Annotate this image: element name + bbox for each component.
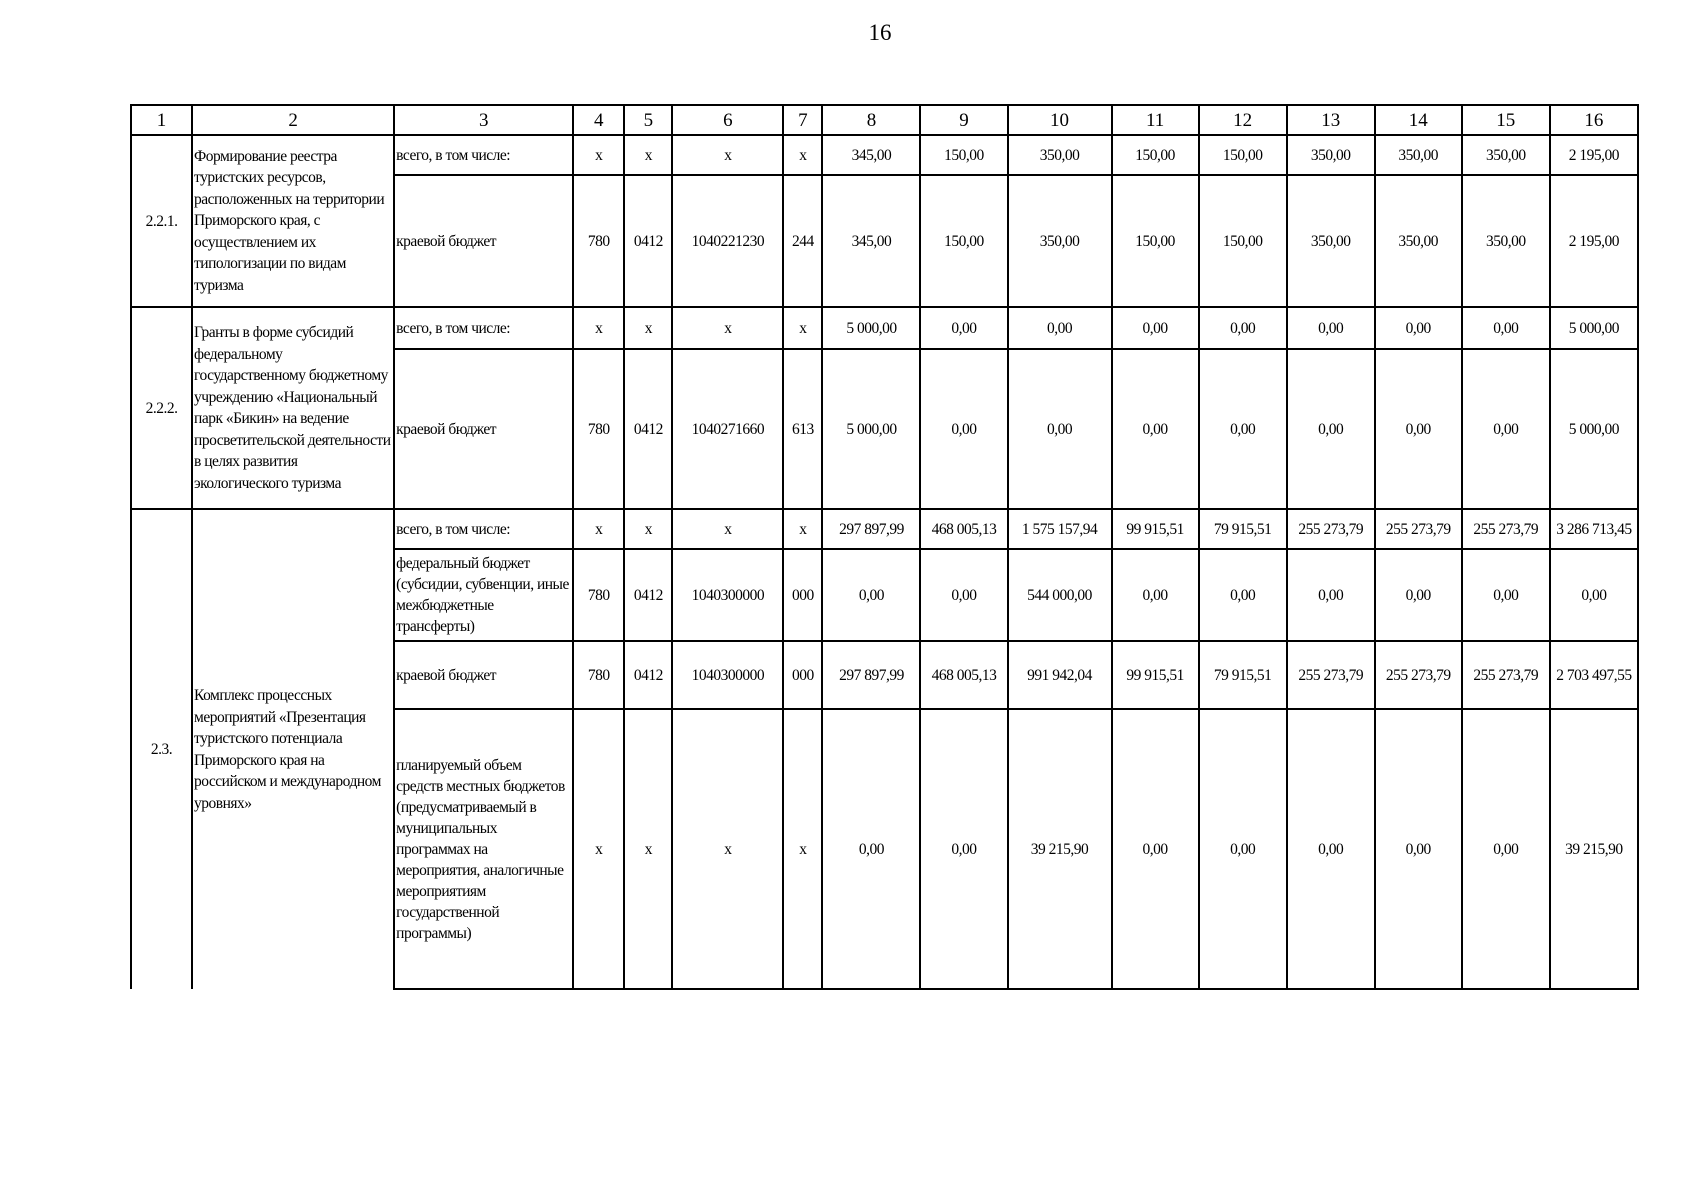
amount-cell: 255 273,79 <box>1287 509 1375 549</box>
amount-cell: 2 703 497,55 <box>1550 641 1638 709</box>
table-row <box>131 307 1638 349</box>
amount-cell: 150,00 <box>1199 135 1287 175</box>
amount-cell: 99 915,51 <box>1112 509 1199 549</box>
amount-cell: 0,00 <box>920 709 1007 989</box>
funding-source-cell: всего, в том числе: <box>394 509 573 549</box>
funding-source-cell: краевой бюджет <box>394 175 573 307</box>
code-cell: 0412 <box>624 175 672 307</box>
amount-cell: 350,00 <box>1008 135 1112 175</box>
funding-source-cell: планируемый объем средств местных бюджетов (предусматриваемый в муниципальных программах на мероприятия, аналогичные мероприятиям государственной программы) <box>394 709 573 989</box>
amount-cell: 150,00 <box>1199 175 1287 307</box>
amount-cell: 2 195,00 <box>1550 175 1638 307</box>
code-cell: x <box>573 307 624 349</box>
page-number: 16 <box>868 20 892 45</box>
amount-cell: 0,00 <box>1112 549 1199 641</box>
event-name-cell: Комплекс процессных мероприятий «Презентация туристского потенциала Приморского края на российском и международном уровнях» <box>192 509 394 989</box>
amount-cell: 0,00 <box>1112 349 1199 509</box>
table-body <box>131 105 1638 989</box>
code-cell: 244 <box>783 175 822 307</box>
amount-cell: 0,00 <box>1462 307 1550 349</box>
code-cell: x <box>783 709 822 989</box>
amount-cell: 0,00 <box>920 549 1007 641</box>
amount-cell: 79 915,51 <box>1199 641 1287 709</box>
amount-cell: 544 000,00 <box>1008 549 1112 641</box>
amount-cell: 0,00 <box>1199 349 1287 509</box>
row-number-cell: 2.2.1. <box>131 135 192 307</box>
amount-cell: 0,00 <box>1199 307 1287 349</box>
amount-cell: 5 000,00 <box>1550 349 1638 509</box>
amount-cell: 5 000,00 <box>1550 307 1638 349</box>
funding-source-cell: всего, в том числе: <box>394 135 573 175</box>
column-header: 12 <box>1199 105 1287 135</box>
code-cell: 000 <box>783 641 822 709</box>
amount-cell: 297 897,99 <box>822 641 920 709</box>
code-cell: 1040271660 <box>672 349 783 509</box>
amount-cell: 0,00 <box>1462 709 1550 989</box>
amount-cell: 255 273,79 <box>1375 509 1462 549</box>
amount-cell: 150,00 <box>920 135 1007 175</box>
amount-cell: 0,00 <box>1287 549 1375 641</box>
code-cell: 1040300000 <box>672 549 783 641</box>
amount-cell: 0,00 <box>1550 549 1638 641</box>
amount-cell: 0,00 <box>1287 709 1375 989</box>
code-cell: x <box>624 307 672 349</box>
code-cell: x <box>672 509 783 549</box>
amount-cell: 468 005,13 <box>920 641 1007 709</box>
amount-cell: 350,00 <box>1287 135 1375 175</box>
amount-cell: 350,00 <box>1462 175 1550 307</box>
amount-cell: 350,00 <box>1462 135 1550 175</box>
code-cell: 0412 <box>624 549 672 641</box>
code-cell: 1040221230 <box>672 175 783 307</box>
amount-cell: 150,00 <box>920 175 1007 307</box>
budget-table <box>130 104 1639 990</box>
amount-cell: 0,00 <box>1287 349 1375 509</box>
amount-cell: 255 273,79 <box>1375 641 1462 709</box>
amount-cell: 255 273,79 <box>1462 509 1550 549</box>
column-header: 4 <box>573 105 624 135</box>
amount-cell: 345,00 <box>822 175 920 307</box>
code-cell: 613 <box>783 349 822 509</box>
column-header: 15 <box>1462 105 1550 135</box>
row-number-cell: 2.2.2. <box>131 307 192 509</box>
amount-cell: 0,00 <box>1008 349 1112 509</box>
amount-cell: 350,00 <box>1287 175 1375 307</box>
amount-cell: 3 286 713,45 <box>1550 509 1638 549</box>
code-cell: x <box>672 307 783 349</box>
amount-cell: 5 000,00 <box>822 349 920 509</box>
code-cell: x <box>573 135 624 175</box>
code-cell: x <box>672 709 783 989</box>
code-cell: 0412 <box>624 641 672 709</box>
funding-source-cell: всего, в том числе: <box>394 307 573 349</box>
amount-cell: 0,00 <box>1199 549 1287 641</box>
event-name-cell: Формирование реестра туристских ресурсов, расположенных на территории Приморского края, с осуществлением их типологизации по видам туризма <box>192 135 394 307</box>
column-header: 14 <box>1375 105 1462 135</box>
code-cell: 780 <box>573 175 624 307</box>
code-cell: x <box>783 307 822 349</box>
column-header: 3 <box>394 105 573 135</box>
amount-cell: 0,00 <box>920 349 1007 509</box>
column-header: 8 <box>822 105 920 135</box>
code-cell: 1040300000 <box>672 641 783 709</box>
column-header: 2 <box>192 105 394 135</box>
amount-cell: 0,00 <box>1375 307 1462 349</box>
column-header: 9 <box>920 105 1007 135</box>
amount-cell: 0,00 <box>822 549 920 641</box>
funding-source-cell: федеральный бюджет (субсидии, субвенции, иные межбюджетные трансферты) <box>394 549 573 641</box>
amount-cell: 5 000,00 <box>822 307 920 349</box>
amount-cell: 0,00 <box>1112 307 1199 349</box>
amount-cell: 99 915,51 <box>1112 641 1199 709</box>
amount-cell: 150,00 <box>1112 175 1199 307</box>
amount-cell: 350,00 <box>1375 135 1462 175</box>
amount-cell: 0,00 <box>1375 709 1462 989</box>
amount-cell: 468 005,13 <box>920 509 1007 549</box>
amount-cell: 1 575 157,94 <box>1008 509 1112 549</box>
column-header: 16 <box>1550 105 1638 135</box>
column-header: 1 <box>131 105 192 135</box>
amount-cell: 350,00 <box>1008 175 1112 307</box>
code-cell: 000 <box>783 549 822 641</box>
table-row <box>131 509 1638 549</box>
code-cell: x <box>672 135 783 175</box>
amount-cell: 0,00 <box>1462 349 1550 509</box>
amount-cell: 0,00 <box>1199 709 1287 989</box>
amount-cell: 0,00 <box>1112 709 1199 989</box>
code-cell: x <box>624 135 672 175</box>
funding-source-cell: краевой бюджет <box>394 641 573 709</box>
code-cell: x <box>624 509 672 549</box>
row-number-cell: 2.3. <box>131 509 192 989</box>
amount-cell: 0,00 <box>920 307 1007 349</box>
amount-cell: 2 195,00 <box>1550 135 1638 175</box>
event-name-cell: Гранты в форме субсидий федеральному государственному бюджетному учреждению «Национальный парк «Бикин» на ведение просветительской деятельности в целях развития экологического туризма <box>192 307 394 509</box>
amount-cell: 79 915,51 <box>1199 509 1287 549</box>
amount-cell: 345,00 <box>822 135 920 175</box>
code-cell: 780 <box>573 641 624 709</box>
code-cell: 780 <box>573 549 624 641</box>
code-cell: x <box>624 709 672 989</box>
amount-cell: 0,00 <box>1287 307 1375 349</box>
amount-cell: 39 215,90 <box>1008 709 1112 989</box>
amount-cell: 991 942,04 <box>1008 641 1112 709</box>
amount-cell: 0,00 <box>1008 307 1112 349</box>
amount-cell: 350,00 <box>1375 175 1462 307</box>
column-header: 13 <box>1287 105 1375 135</box>
amount-cell: 255 273,79 <box>1462 641 1550 709</box>
amount-cell: 0,00 <box>822 709 920 989</box>
column-header: 11 <box>1112 105 1199 135</box>
column-header: 5 <box>624 105 672 135</box>
amount-cell: 150,00 <box>1112 135 1199 175</box>
table-row <box>131 135 1638 175</box>
code-cell: 780 <box>573 349 624 509</box>
amount-cell: 255 273,79 <box>1287 641 1375 709</box>
table-header-row <box>131 105 1638 135</box>
code-cell: x <box>573 709 624 989</box>
amount-cell: 39 215,90 <box>1550 709 1638 989</box>
code-cell: x <box>783 135 822 175</box>
code-cell: 0412 <box>624 349 672 509</box>
column-header: 6 <box>672 105 783 135</box>
amount-cell: 0,00 <box>1462 549 1550 641</box>
funding-source-cell: краевой бюджет <box>394 349 573 509</box>
amount-cell: 297 897,99 <box>822 509 920 549</box>
amount-cell: 0,00 <box>1375 349 1462 509</box>
column-header: 10 <box>1008 105 1112 135</box>
code-cell: x <box>573 509 624 549</box>
code-cell: x <box>783 509 822 549</box>
column-header: 7 <box>783 105 822 135</box>
amount-cell: 0,00 <box>1375 549 1462 641</box>
